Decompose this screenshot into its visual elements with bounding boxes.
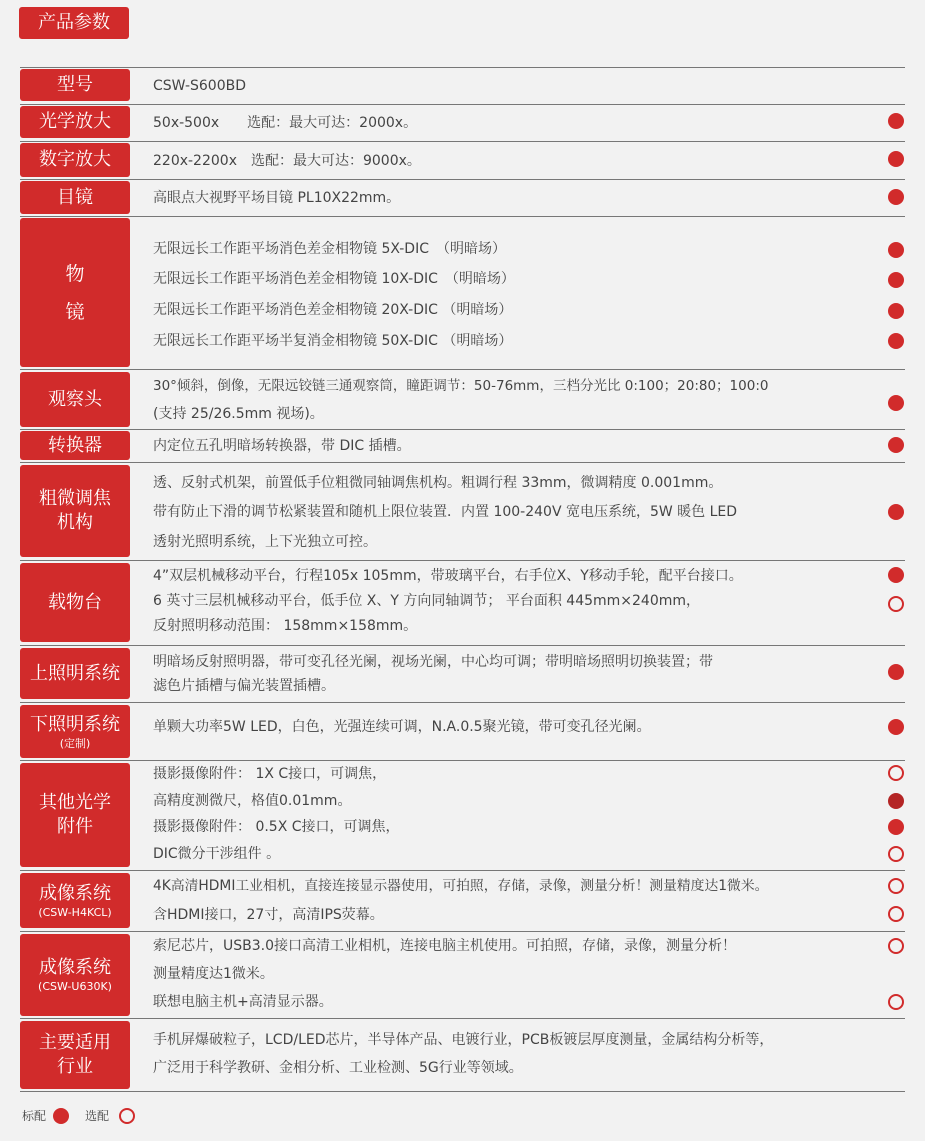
standard-dot-icon (888, 303, 904, 319)
label-model-text: 型号 (57, 74, 93, 95)
optional-dot-icon (888, 994, 904, 1010)
standard-dot-icon (888, 113, 904, 129)
divider (20, 645, 905, 646)
standard-dot-icon (888, 151, 904, 167)
spec-digital-zoom-line-1: 220x-2200x 选配：最大可达：9000x。 (153, 153, 421, 169)
label-focus (20, 465, 130, 557)
label-model (20, 69, 130, 101)
label-objective-text-1: 物 (65, 262, 85, 285)
label-lower-light-sub: (定制) (59, 736, 91, 750)
divider (20, 1091, 905, 1092)
spec-model-line-1: CSW-S600BD (153, 78, 246, 94)
standard-dot-icon (888, 819, 904, 835)
label-objective (20, 218, 130, 367)
spec-head-line-1: 30°倾斜，倒像，无限远铰链三通观察筒，瞳距调节：50-76mm，三档分光比 0:100；20:80；100:0 (153, 378, 769, 394)
label-upper-light-text: 上照明系统 (30, 662, 120, 684)
label-objective-text-2: 镜 (65, 300, 85, 323)
spec-converter-line-1: 内定位五孔明暗场转换器，带 DIC 插槽。 (153, 438, 411, 454)
spec-imaging-2-line-1: 索尼芯片，USB3.0接口高清工业相机，连接电脑主机使用。可拍照，存储，录像，测量分析！ (153, 938, 737, 954)
spec-focus-line-3: 透射光照明系统，上下光独立可控。 (153, 534, 377, 550)
label-focus-text-1: 粗微调焦 (39, 488, 111, 509)
standard-dot-icon (888, 242, 904, 258)
standard-dot-icon (888, 793, 904, 809)
label-accessories-text-1: 其他光学 (39, 792, 111, 813)
spec-stage-line-3: 反射照明移动范围： 158mm×158mm。 (153, 618, 418, 634)
spec-lower-light-line-1: 单颗大功率5W LED，白色，光强连续可调，N.A.0.5聚光镜，带可变孔径光阑。 (153, 719, 651, 735)
standard-dot-icon (888, 189, 904, 205)
divider (20, 702, 905, 703)
divider (20, 429, 905, 430)
label-digital-zoom (20, 143, 130, 177)
optional-dot-icon (888, 938, 904, 954)
spec-upper-light-line-2: 滤色片插槽与偏光装置插槽。 (153, 678, 335, 694)
label-focus-text-2: 机构 (57, 512, 93, 533)
standard-dot-icon (888, 719, 904, 735)
label-lower-light (20, 705, 130, 758)
label-eyepiece-text: 目镜 (57, 186, 93, 208)
spec-imaging-2-line-3: 联想电脑主机+高清显示器。 (153, 994, 333, 1010)
spec-stage-line-1: 4”双层机械移动平台，行程105x 105mm，带玻璃平台，右手位X、Y移动手轮，配平台接口。 (153, 568, 743, 584)
spec-accessories-line-3: 摄影摄像附件： 0.5X C接口，可调焦， (153, 819, 400, 835)
standard-dot-icon (888, 333, 904, 349)
standard-dot-icon (888, 504, 904, 520)
optional-dot-icon (888, 906, 904, 922)
label-lower-light-text: 下照明系统 (30, 713, 120, 735)
label-converter (20, 431, 130, 460)
spec-objective-line-1: 无限远长工作距平场消色差金相物镜 5X-DIC （明暗场） (153, 241, 506, 257)
optional-dot-icon (888, 596, 904, 612)
spec-objective-line-4: 无限远长工作距平场半复消金相物镜 50X-DIC （明暗场） (153, 333, 513, 349)
spec-objective-line-2: 无限远长工作距平场消色差金相物镜 10X-DIC （明暗场） (153, 271, 515, 287)
spec-focus-line-1: 透、反射式机架，前置低手位粗微同轴调焦机构。粗调行程 33mm，微调精度 0.001mm。 (153, 475, 723, 491)
standard-dot-icon (888, 437, 904, 453)
label-head (20, 372, 130, 427)
divider (20, 179, 905, 180)
spec-objective-line-3: 无限远长工作距平场消色差金相物镜 20X-DIC （明暗场） (153, 302, 513, 318)
divider (20, 870, 905, 871)
spec-optical-zoom-line-1: 50x-500x 选配：最大可达：2000x。 (153, 115, 418, 131)
legend-standard-label: 标配 (22, 1109, 47, 1123)
label-optical-zoom (20, 106, 130, 138)
spec-upper-light-line-1: 明暗场反射照明器，带可变孔径光阑，视场光阑，中心均可调；带明暗场照明切换装置；带 (153, 654, 713, 670)
label-accessories (20, 763, 130, 867)
spec-imaging-1-line-1: 4K高清HDMI工业相机，直接连接显示器使用，可拍照，存储，录像，测量分析！测量精度达1微米。 (153, 878, 769, 894)
label-industry-text-1: 主要适用 (39, 1032, 111, 1053)
divider (20, 1018, 905, 1019)
divider (20, 369, 905, 370)
label-head-text: 观察头 (48, 388, 102, 410)
label-upper-light (20, 648, 130, 699)
spec-focus-line-2: 带有防止下滑的调节松紧装置和随机上限位装置．内置 100-240V 宽电压系统，5W 暖色 LED (153, 504, 738, 520)
spec-industry-line-1: 手机屏爆破粒子，LCD/LED芯片，半导体产品、电镀行业，PCB板镀层厚度测量，金属结构分析等， (153, 1032, 774, 1048)
spec-accessories-line-4: DIC微分干涉组件 。 (153, 846, 281, 862)
optional-dot-icon (888, 765, 904, 781)
label-digital-zoom-text: 数字放大 (39, 149, 111, 170)
divider (20, 462, 905, 463)
label-industry-text-2: 行业 (57, 1056, 93, 1077)
label-accessories-text-2: 附件 (57, 816, 93, 837)
standard-dot-icon (888, 272, 904, 288)
label-imaging-2-sub: (CSW-U630K) (38, 980, 112, 993)
optional-dot-icon (888, 878, 904, 894)
label-imaging-2-text: 成像系统 (39, 957, 111, 978)
divider (20, 141, 905, 142)
label-optical-zoom-text: 光学放大 (39, 111, 111, 132)
label-converter-text: 转换器 (48, 434, 102, 456)
standard-dot-icon (888, 664, 904, 680)
label-stage-text: 载物台 (48, 591, 102, 613)
spec-accessories-line-2: 高精度测微尺，格值0.01mm。 (153, 793, 352, 809)
label-imaging-1 (20, 873, 130, 928)
label-imaging-2 (20, 934, 130, 1016)
spec-accessories-line-1: 摄影摄像附件： 1X C接口，可调焦， (153, 766, 387, 782)
spec-imaging-2-line-2: 测量精度达1微米。 (153, 966, 274, 982)
label-imaging-1-sub: (CSW-H4KCL) (38, 905, 112, 919)
standard-dot-icon (888, 567, 904, 583)
spec-stage-line-2: 6 英寸三层机械移动平台，低手位 X、Y 方向同轴调节； 平台面积 445mm×240mm， (153, 593, 701, 609)
label-imaging-1-text: 成像系统 (39, 882, 111, 904)
spec-eyepiece-line-1: 高眼点大视野平场目镜 PL10X22mm。 (153, 190, 401, 206)
spec-head-line-2: (支持 25/26.5mm 视场)。 (153, 406, 324, 422)
optional-dot-icon (888, 846, 904, 862)
optional-dot-icon (119, 1108, 135, 1124)
label-eyepiece (20, 181, 130, 214)
divider (20, 931, 905, 932)
divider (20, 67, 905, 68)
divider (20, 560, 905, 561)
standard-dot-icon (888, 395, 904, 411)
divider (20, 104, 905, 105)
legend-optional-label: 选配 (85, 1109, 110, 1123)
divider (20, 760, 905, 761)
label-stage (20, 563, 130, 642)
standard-dot-icon (53, 1108, 69, 1124)
label-industry (20, 1021, 130, 1089)
spec-industry-line-2: 广泛用于科学教研、金相分析、工业检测、5G行业等领域。 (153, 1060, 523, 1076)
spec-imaging-1-line-2: 含HDMI接口，27寸，高清IPS荧幕。 (153, 907, 384, 923)
divider (20, 216, 905, 217)
page-title: 产品参数 (19, 7, 129, 39)
